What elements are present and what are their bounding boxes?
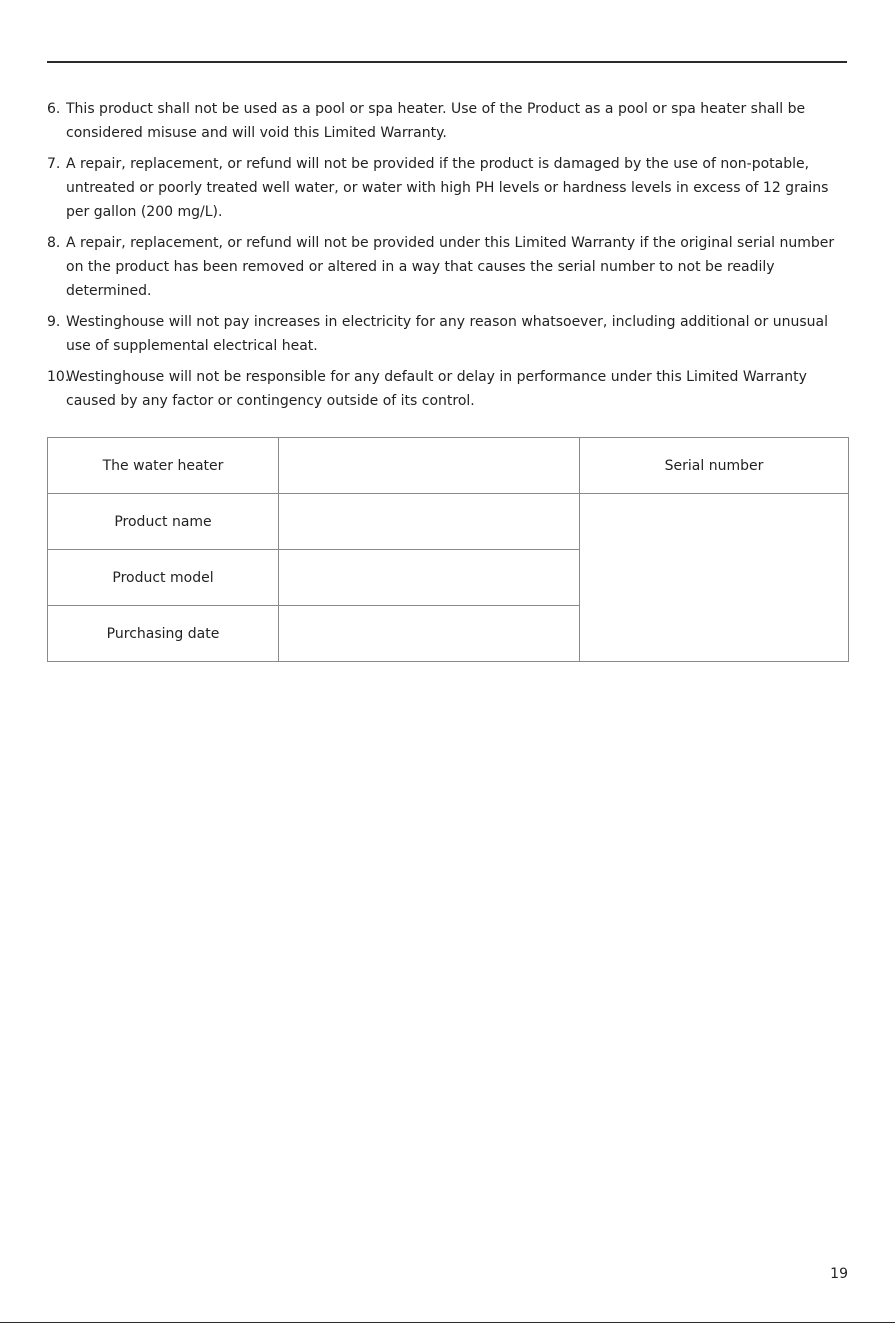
table-row <box>48 494 849 550</box>
clause-9 <box>47 310 849 358</box>
clause-number: 6. <box>47 101 61 117</box>
water-heater-value <box>279 438 580 494</box>
clause-text: A repair, replacement, or refund will not be provided if the product is damaged by the use of non-potable, untreated or poorly treated well water, or water with high PH levels or hardness levels in excess of 12 grains per gallon (200 mg/L). <box>66 156 829 220</box>
clause-6 <box>47 97 849 145</box>
purchasing-date-value <box>279 606 580 662</box>
clause-text: A repair, replacement, or refund will not be provided under this Limited Warranty if the original serial number on the product has been removed or altered in a way that causes the serial number to not be readily determined. <box>66 235 835 299</box>
purchasing-date-label: Purchasing date <box>48 606 279 662</box>
product-name-label: Product name <box>48 494 279 550</box>
serial-number-value <box>580 494 849 662</box>
clause-text: This product shall not be used as a pool or spa heater. Use of the Product as a pool or spa heater shall be considered misuse and will void this Limited Warranty. <box>66 101 806 141</box>
clause-7 <box>47 152 849 224</box>
product-name-value <box>279 494 580 550</box>
footer-rule <box>0 1322 895 1323</box>
product-model-value <box>279 550 580 606</box>
product-model-label: Product model <box>48 550 279 606</box>
product-info-table <box>47 437 849 662</box>
clause-10 <box>47 365 849 413</box>
clause-text: Westinghouse will not pay increases in electricity for any reason whatsoever, including additional or unusual use of supplemental electrical heat. <box>66 314 828 354</box>
serial-number-label: Serial number <box>580 438 849 494</box>
header-rule <box>47 61 847 63</box>
page-number: 19 <box>830 1266 848 1282</box>
clause-number: 10. <box>47 369 70 385</box>
clause-8 <box>47 231 849 303</box>
clause-text: Westinghouse will not be responsible for any default or delay in performance under this Limited Warranty caused by any factor or contingency outside of its control. <box>66 369 807 409</box>
clause-number: 8. <box>47 235 61 251</box>
table-row <box>48 438 849 494</box>
clause-number: 9. <box>47 314 61 330</box>
clause-number: 7. <box>47 156 61 172</box>
warranty-clauses <box>47 97 849 420</box>
water-heater-label: The water heater <box>48 438 279 494</box>
